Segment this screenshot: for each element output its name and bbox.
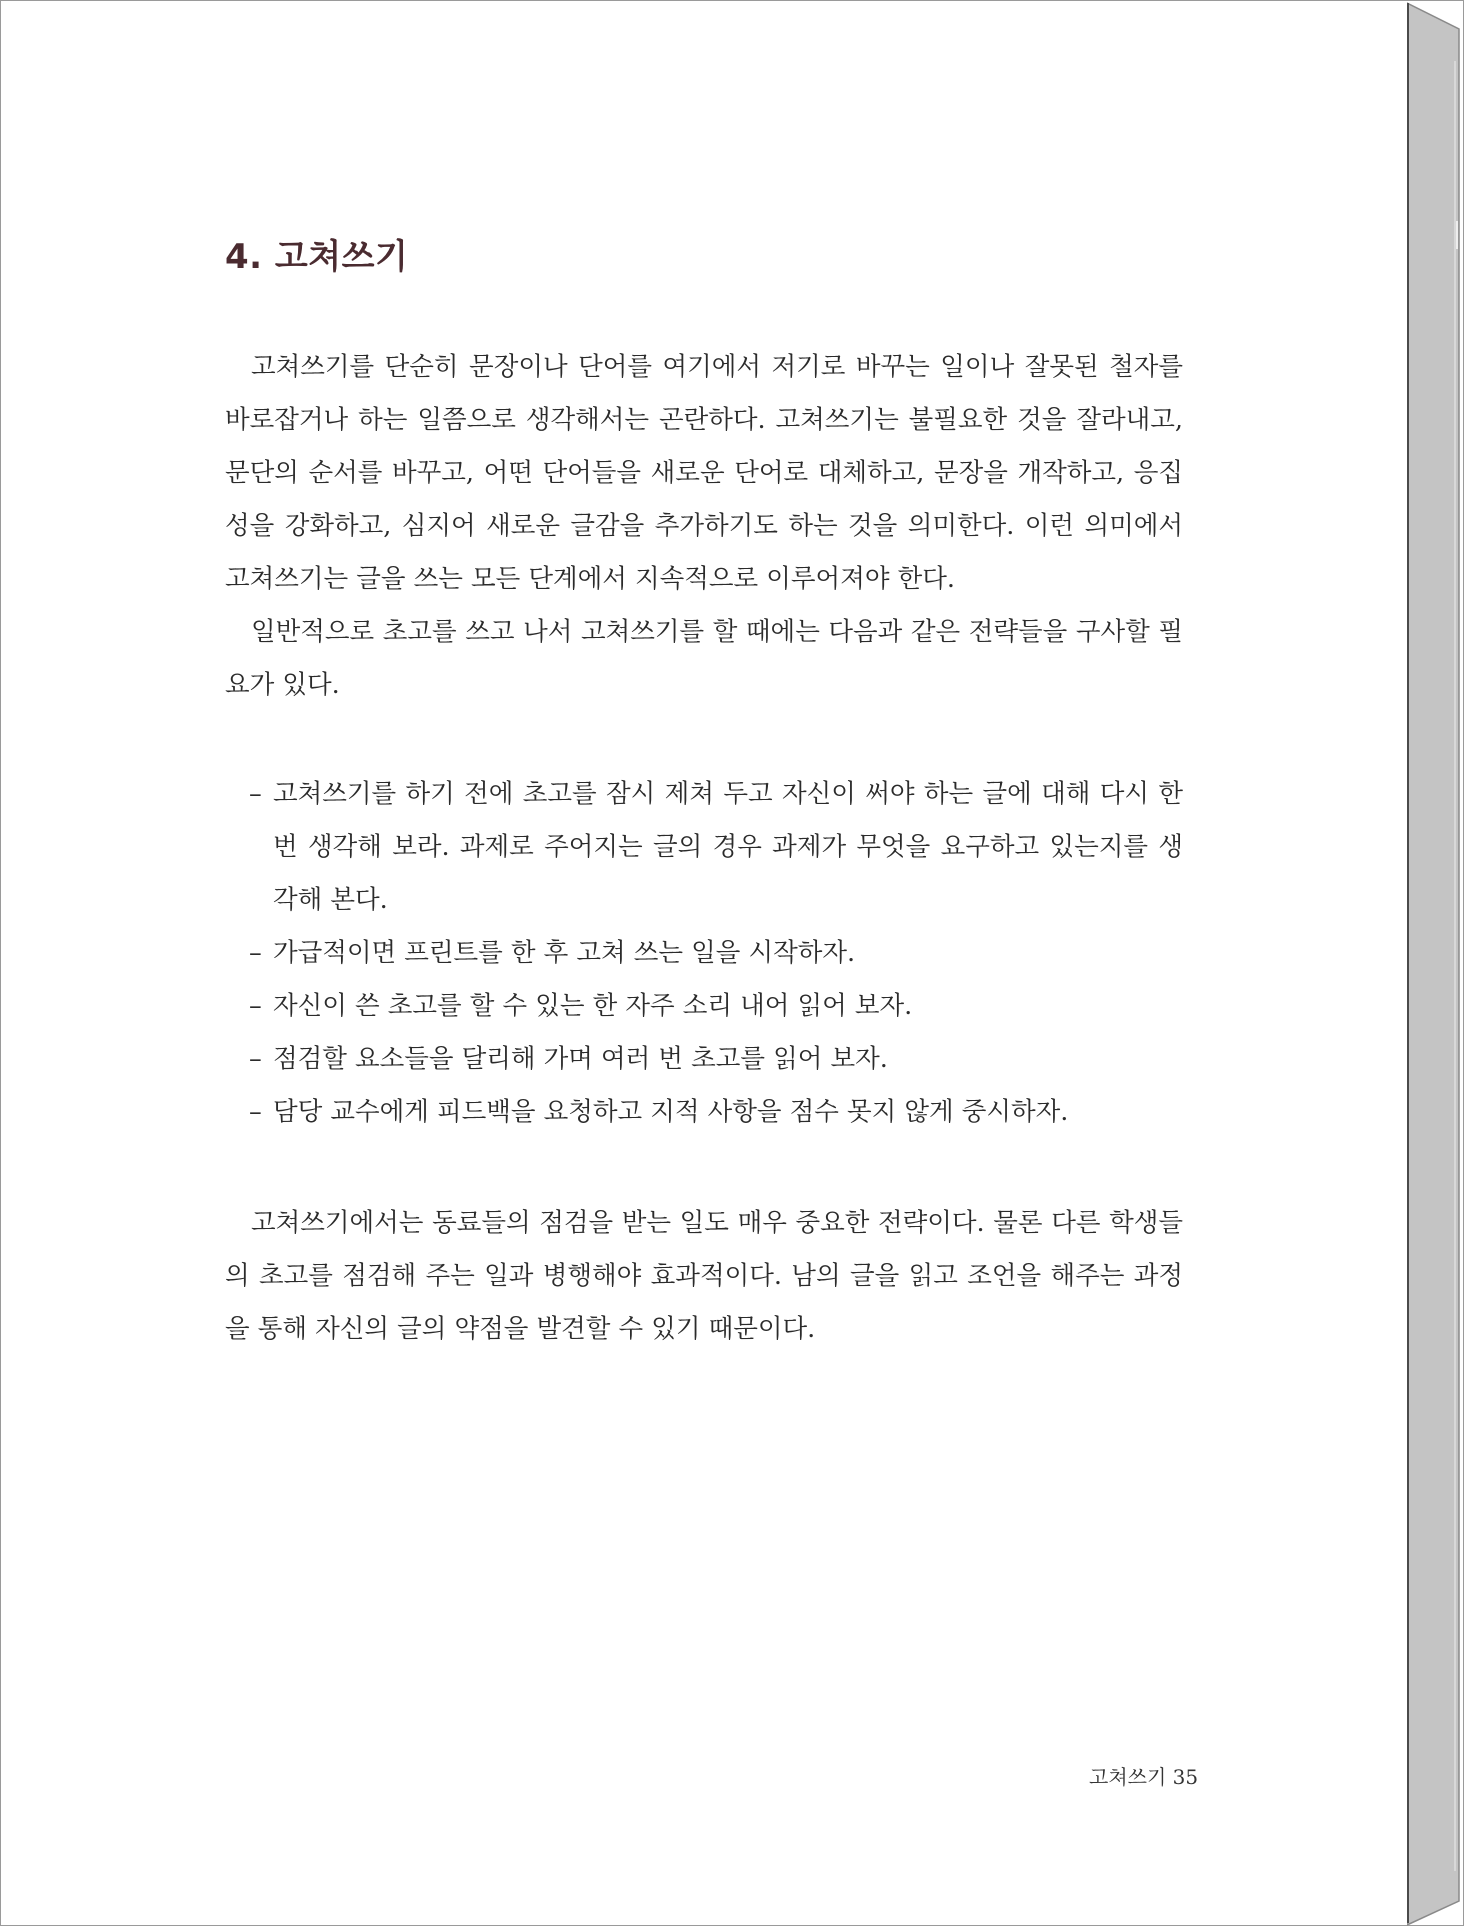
section-heading: 4. 고쳐쓰기: [225, 237, 409, 277]
paragraph-intro: 고쳐쓰기를 단순히 문장이나 단어를 여기에서 저기로 바꾸는 일이나 잘못된 철자를 바로잡거나 하는 일쯤으로 생각해서는 곤란하다. 고쳐쓰기는 불필요한 것을 잘라내고, 문단의 순서를 바꾸고, 어떤 단어들을 새로운 단어로 대체하고, 문장을 개작하고, 응집성을 강화하고, 심지어 새로운 글감을 추가하기도 하는 것을 의미한다. 이런 의미에서 고쳐쓰기는 글을 쓰는 모든 단계에서 지속적으로 이루어져야 한다.: [225, 352, 1183, 594]
list-item-text: 고쳐쓰기를 하기 전에 초고를 잠시 제쳐 두고 자신이 써야 하는 글에 대해 다시 한 번 생각해 보라. 과제로 주어지는 글의 경우 과제가 무엇을 요구하고 있는지를 생각해 본다.: [273, 779, 1183, 915]
dash-marker: –: [249, 1044, 262, 1074]
dash-marker: –: [249, 779, 262, 809]
list-item: [225, 768, 1183, 927]
dash-marker: –: [249, 938, 262, 968]
list-item-text: 가급적이면 프린트를 한 후 고쳐 쓰는 일을 시작하자.: [273, 938, 856, 968]
list-item-text: 점검할 요소들을 달리해 가며 여러 번 초고를 읽어 보자.: [273, 1044, 888, 1074]
dash-marker: –: [249, 1097, 262, 1127]
list-item-text: 담당 교수에게 피드백을 요청하고 지적 사항을 점수 못지 않게 중시하자.: [273, 1097, 1069, 1127]
list-item: [225, 1086, 1183, 1139]
paragraph-strategies-lead: 일반적으로 초고를 쓰고 나서 고쳐쓰기를 할 때에는 다음과 같은 전략들을 구사할 필요가 있다.: [225, 617, 1183, 700]
list-item: [225, 927, 1183, 980]
strategy-list: [225, 768, 1183, 1139]
page: [3, 3, 1409, 1923]
dash-marker: –: [249, 991, 262, 1021]
paragraph-peer-review: 고쳐쓰기에서는 동료들의 점검을 받는 일도 매우 중요한 전략이다. 물론 다른 학생들의 초고를 점검해 주는 일과 병행해야 효과적이다. 남의 글을 읽고 조언을 해주는 과정을 통해 자신의 글의 약점을 발견할 수 있기 때문이다.: [225, 1208, 1183, 1344]
list-item: [225, 980, 1183, 1033]
body-text: [225, 341, 1183, 1356]
running-title: 고쳐쓰기: [1089, 1765, 1167, 1789]
page-footer: [1089, 1761, 1198, 1790]
page-number: 35: [1172, 1765, 1199, 1789]
page-stack-edge: [1407, 1, 1463, 1926]
list-item-text: 자신이 쓴 초고를 할 수 있는 한 자주 소리 내어 읽어 보자.: [273, 991, 913, 1021]
list-item: [225, 1033, 1183, 1086]
